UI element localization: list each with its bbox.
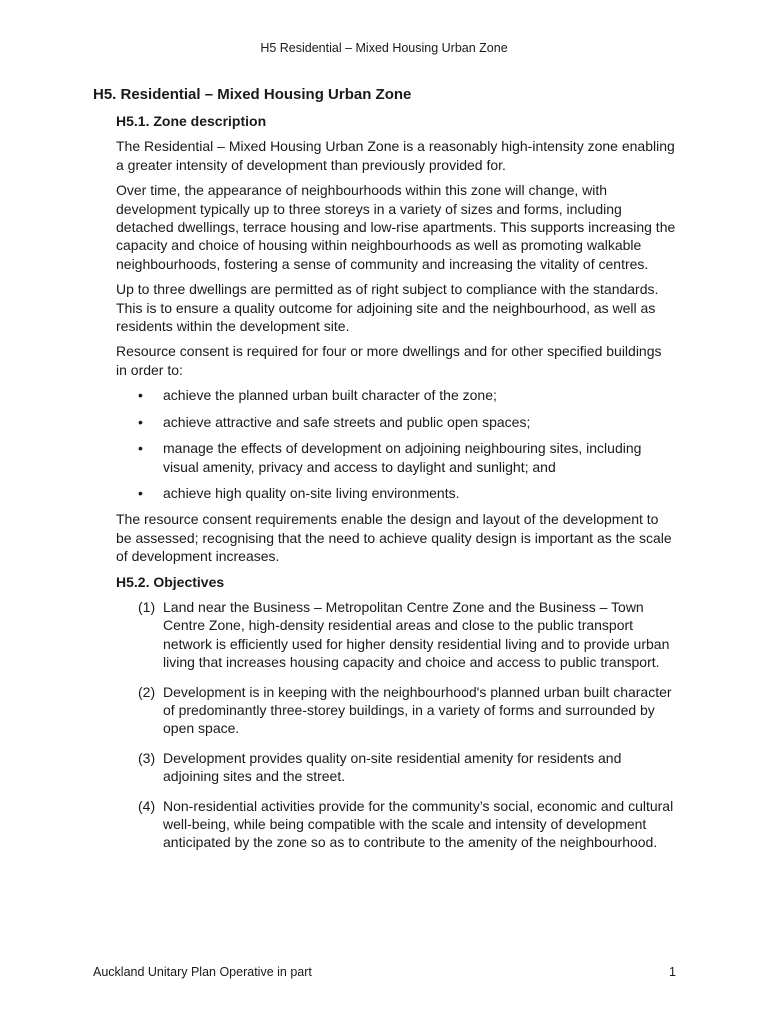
paragraph: Over time, the appearance of neighbourhoods within this zone will change, with development typically up to three storeys in a variety of sizes and forms, including detached dwellings, terrace housing and low-rise apartments. This supports increasing the capacity and choice of housing within neighbourhoods as well as promoting walkable neighbourhoods, fostering a sense of community and increasing the vitality of centres. — [116, 182, 676, 272]
paragraph: Resource consent is required for four or more dwellings and for other specified buildings in order to: — [116, 343, 662, 378]
objective-number: (2) — [138, 683, 156, 700]
paragraph: The resource consent requirements enable the design and layout of the development to be assessed; recognising that the need to achieve quality design is important as the scale of development increases. — [116, 511, 672, 565]
list-item — [116, 413, 676, 431]
objective-item — [116, 598, 676, 672]
bullet-icon: • — [138, 413, 143, 430]
section-heading-objectives: H5.2. Objectives — [116, 573, 225, 590]
document-body — [116, 112, 676, 863]
list-item — [116, 484, 676, 502]
running-header: H5 Residential – Mixed Housing Urban Zone — [260, 41, 508, 55]
objective-number: (3) — [138, 749, 156, 766]
objective-item — [116, 749, 676, 786]
page-number: 1 — [669, 965, 676, 979]
list-item-text: achieve the planned urban built character of the zone; — [163, 387, 497, 404]
bullet-icon: • — [138, 484, 143, 501]
list-item — [116, 439, 676, 476]
footer-text: Auckland Unitary Plan Operative in part — [93, 965, 312, 979]
section-heading-zone-description: H5.1. Zone description — [116, 113, 267, 129]
objective-text: Development is in keeping with the neighbourhood's planned urban built character of predominantly three-storey buildings, in a variety of forms and surrounded by open space. — [163, 683, 672, 737]
list-item-text: manage the effects of development on adjoining neighbouring sites, including visual amenity, privacy and access to daylight and sunlight; and — [163, 440, 642, 475]
objective-item — [116, 797, 676, 852]
paragraph: Up to three dwellings are permitted as of right subject to compliance with the standards. This is to ensure a quality outcome for adjoining site and the neighbourhood, as well as residents within the development site. — [116, 281, 659, 335]
page-title: H5. Residential – Mixed Housing Urban Zone — [93, 86, 412, 103]
objective-text: Development provides quality on-site residential amenity for residents and adjoining sites and the street. — [163, 749, 622, 785]
objectives-list — [116, 598, 676, 852]
list-item — [116, 386, 676, 404]
objective-number: (4) — [138, 797, 156, 814]
paragraph: The Residential – Mixed Housing Urban Zone is a reasonably high-intensity zone enabling a greater intensity of development than previously provided for. — [116, 138, 675, 173]
bullet-list — [116, 386, 676, 502]
objective-item — [116, 683, 676, 738]
bullet-icon: • — [138, 387, 143, 404]
bullet-icon: • — [138, 440, 143, 457]
objective-text: Non-residential activities provide for the community’s social, economic and cultural well-being, while being compatible with the scale and intensity of development anticipated by the zone so as to contribute to the amenity of the neighbourhood. — [163, 797, 674, 851]
list-item-text: achieve attractive and safe streets and public open spaces; — [163, 413, 531, 430]
list-item-text: achieve high quality on-site living environments. — [163, 484, 460, 501]
objective-number: (1) — [138, 598, 156, 615]
objective-text: Land near the Business – Metropolitan Centre Zone and the Business – Town Centre Zone, high-density residential areas and close to the public transport network is efficiently used for higher density residential living and to provide urban living that increases housing capacity and choice and access to public transport. — [163, 598, 670, 671]
